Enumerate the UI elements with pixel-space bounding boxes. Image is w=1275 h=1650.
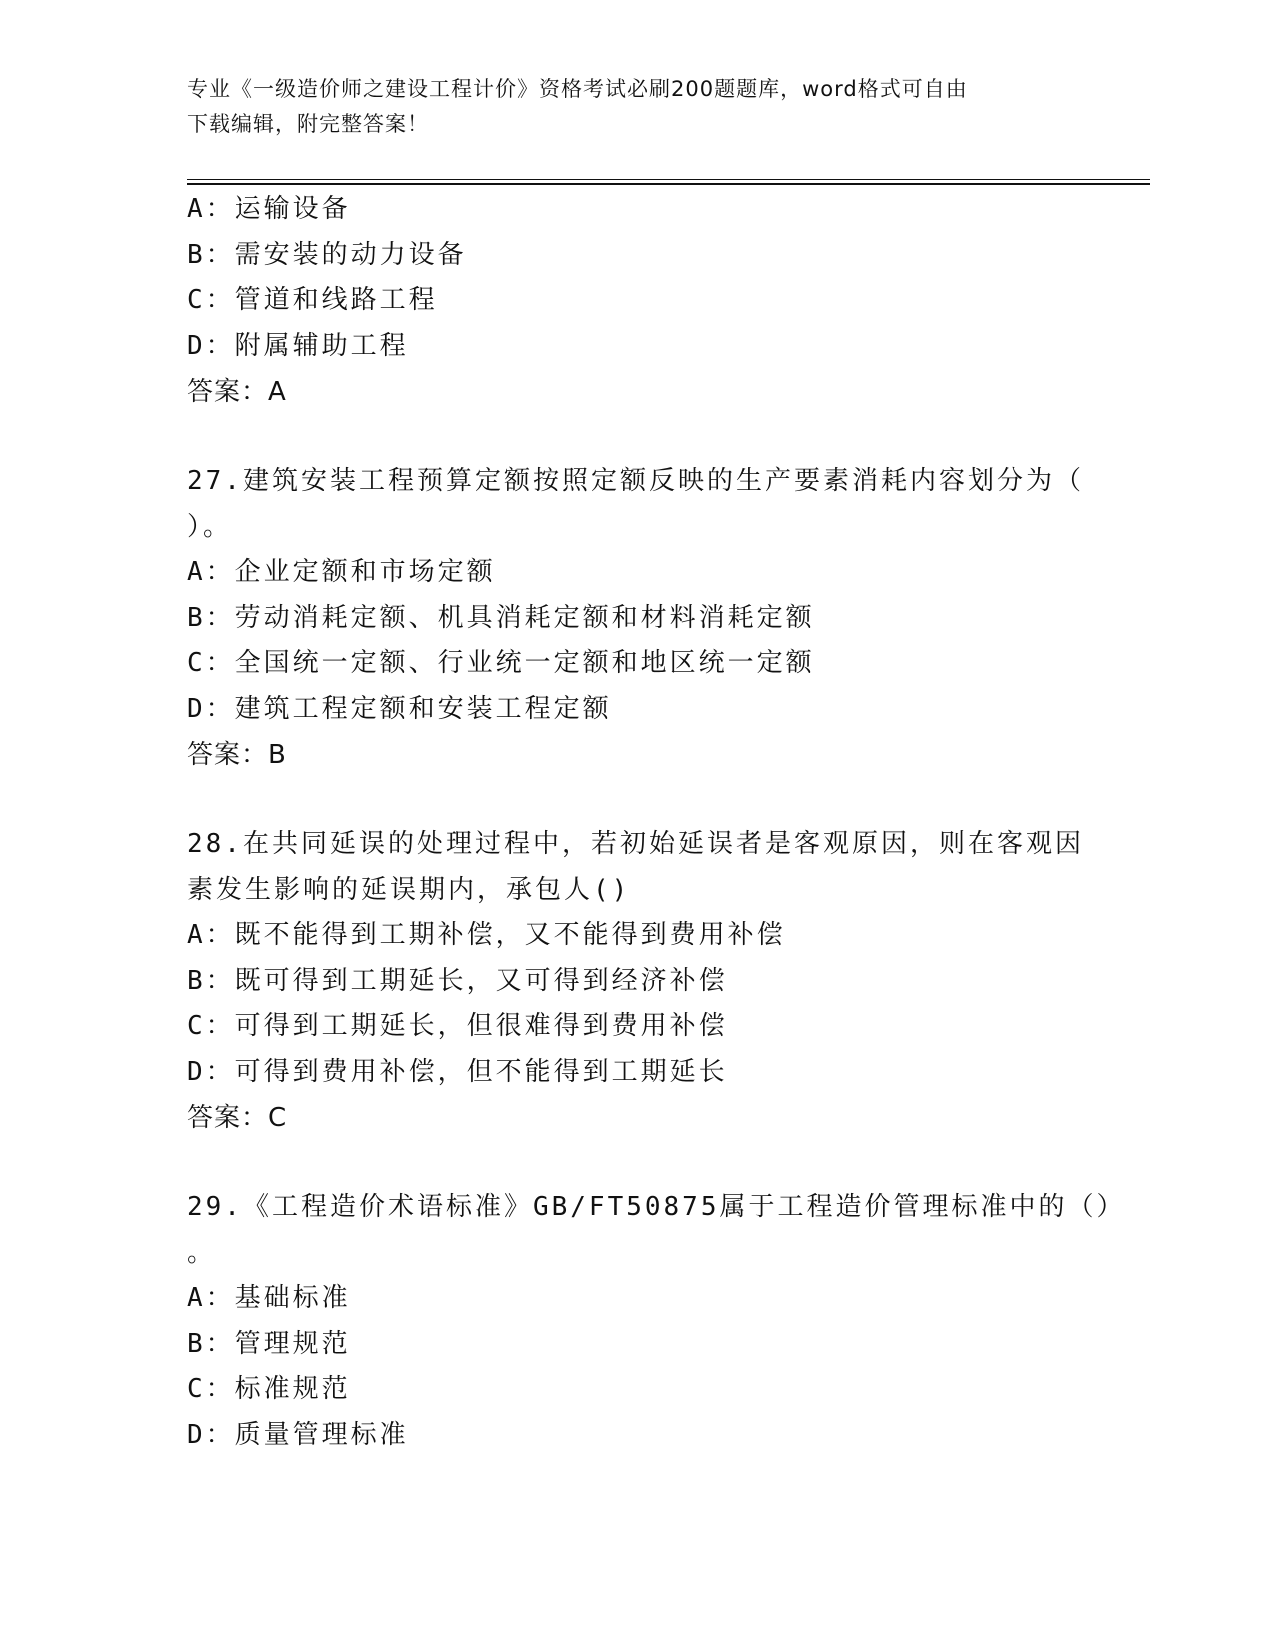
option-b: B：劳动消耗定额、机具消耗定额和材料消耗定额	[187, 602, 815, 633]
answer-label: 答案：B	[187, 740, 287, 770]
option-c: C：管道和线路工程	[187, 285, 438, 315]
question-26	[187, 187, 1087, 415]
option-b: B：既可得到工期延长，又可得到经济补偿	[187, 965, 728, 996]
option-b: B：管理规范	[187, 1328, 351, 1359]
header-line-2: 下载编辑，附完整答案！	[187, 112, 429, 136]
question-29	[187, 1185, 1126, 1458]
option-a: A：运输设备	[187, 194, 351, 224]
option-d: D：建筑工程定额和安装工程定额	[187, 693, 612, 724]
header-line-1: 专业《一级造价师之建设工程计价》资格考试必刷200题题库，word格式可自由	[187, 77, 968, 101]
option-a: A：基础标准	[187, 1283, 351, 1313]
header-divider-thin	[187, 179, 1150, 180]
option-c: C：标准规范	[187, 1374, 351, 1404]
option-d: D：质量管理标准	[187, 1419, 409, 1450]
question-28	[187, 822, 1087, 1141]
question-text-line-1: 27.建筑安装工程预算定额按照定额反映的生产要素消耗内容划分为（	[187, 466, 1084, 496]
question-text-line-1: 29.《工程造价术语标准》GB/FT50875属于工程造价管理标准中的（）	[187, 1192, 1126, 1222]
document-header	[187, 72, 1067, 142]
option-a: A：企业定额和市场定额	[187, 557, 496, 587]
question-spacer	[187, 415, 1087, 459]
header-divider-thick	[187, 183, 1150, 185]
option-a: A：既不能得到工期补偿，又不能得到费用补偿	[187, 920, 786, 950]
question-spacer	[187, 778, 1087, 822]
question-text-line-2: 素发生影响的延误期内，承包人()	[187, 874, 631, 905]
question-spacer	[187, 1141, 1087, 1185]
question-text-line-2: ）。	[187, 511, 233, 542]
question-27	[187, 459, 1087, 778]
question-text-line-1: 28.在共同延误的处理过程中，若初始延误者是客观原因，则在客观因	[187, 829, 1084, 859]
question-text-line-2: 。	[187, 1237, 217, 1268]
option-c: C：全国统一定额、行业统一定额和地区统一定额	[187, 648, 815, 678]
option-d: D：附属辅助工程	[187, 330, 409, 361]
question-list	[187, 187, 1126, 1458]
answer-label: 答案：C	[187, 1103, 288, 1133]
option-b: B：需安装的动力设备	[187, 239, 467, 270]
answer-label: 答案：A	[187, 377, 287, 407]
option-d: D：可得到费用补偿，但不能得到工期延长	[187, 1056, 728, 1087]
option-c: C：可得到工期延长，但很难得到费用补偿	[187, 1011, 728, 1041]
